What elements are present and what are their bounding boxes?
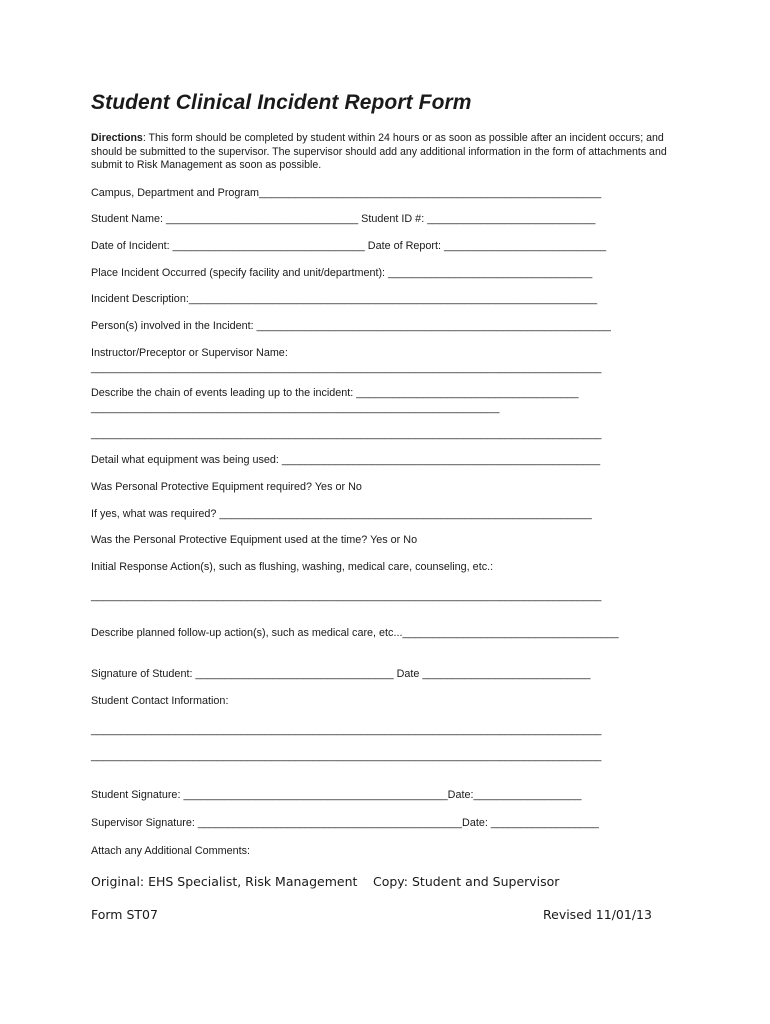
student-contact-line-2[interactable]: _____________________________________________________________________________________ (91, 750, 602, 762)
form-number: Form ST07 (91, 907, 158, 922)
persons-involved-field[interactable]: Person(s) involved in the Incident: ___________________________________________________________ (91, 320, 611, 332)
revision-date: Revised 11/01/13 (543, 907, 652, 922)
directions-text: : This form should be completed by student within 24 hours or as soon as possible after an incident occurs; and should be submitted to the supervisor. The supervisor should add any additional information in the form of attachments and submit to Risk Management as soon as possible. (91, 132, 667, 172)
ppe-required-details-field[interactable]: If yes, what was required? ______________________________________________________________ (91, 508, 592, 520)
chain-of-events-blank-line[interactable]: _____________________________________________________________________________________ (91, 428, 602, 440)
attach-comments-label: Attach any Additional Comments: (91, 845, 251, 857)
initial-response-label: Initial Response Action(s), such as flushing, washing, medical care, counseling, etc.: (91, 561, 494, 573)
campus-department-program-field[interactable]: Campus, Department and Program_________________________________________________________ (91, 187, 602, 199)
supervisor-signature-field[interactable]: Supervisor Signature: ____________________________________________Date: __________________ (91, 817, 599, 829)
equipment-used-field[interactable]: Detail what equipment was being used: _____________________________________________________ (91, 454, 601, 466)
form-title: Student Clinical Incident Report Form (91, 91, 472, 114)
initial-response-field[interactable]: _____________________________________________________________________________________ (91, 590, 602, 602)
chain-of-events-field[interactable]: Describe the chain of events leading up to the incident: _____________________________________ (91, 387, 579, 399)
student-signature-field[interactable]: Student Signature: ____________________________________________Date:__________________ (91, 789, 582, 801)
student-contact-line-1[interactable]: _____________________________________________________________________________________ (91, 724, 602, 736)
ppe-used-question[interactable]: Was the Personal Protective Equipment used at the time? Yes or No (91, 534, 418, 546)
student-name-id-field[interactable]: Student Name: ________________________________ Student ID #: ____________________________ (91, 213, 596, 225)
follow-up-actions-field[interactable]: Describe planned follow-up action(s), such as medical care, etc...____________________________________ (91, 627, 619, 639)
student-signature-date-field[interactable]: Signature of Student: _________________________________ Date ____________________________ (91, 668, 591, 680)
chain-of-events-continuation[interactable]: ____________________________________________________________________ (91, 402, 500, 414)
student-contact-label: Student Contact Information: (91, 695, 229, 707)
directions-paragraph (91, 132, 676, 173)
incident-report-date-field[interactable]: Date of Incident: ________________________________ Date of Report: ___________________________ (91, 240, 607, 252)
instructor-name-field[interactable]: _____________________________________________________________________________________ (91, 362, 602, 374)
ppe-required-question[interactable]: Was Personal Protective Equipment required? Yes or No (91, 481, 362, 493)
directions-label: Directions (91, 132, 143, 144)
incident-place-field[interactable]: Place Incident Occurred (specify facility and unit/department): __________________________________ (91, 267, 593, 279)
copy-distribution: Copy: Student and Supervisor (373, 874, 560, 889)
original-distribution: Original: EHS Specialist, Risk Management (91, 874, 358, 889)
incident-description-field[interactable]: Incident Description:____________________________________________________________________ (91, 293, 598, 305)
instructor-label: Instructor/Preceptor or Supervisor Name: (91, 347, 288, 359)
